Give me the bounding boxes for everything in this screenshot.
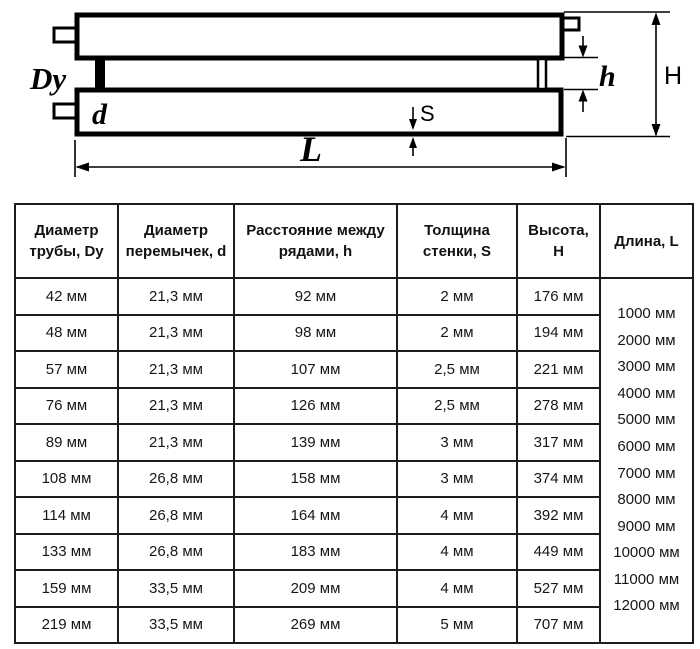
table-cell: 164 мм (234, 497, 397, 534)
table-cell: 183 мм (234, 534, 397, 571)
right-jumper (538, 59, 546, 89)
arrowhead-h-bottom (579, 90, 588, 102)
length-value: 5000 мм (617, 411, 676, 429)
header-row-spacing: Расстояние между рядами, h (234, 204, 397, 278)
table-cell: 33,5 мм (118, 607, 234, 644)
table-row (15, 424, 693, 461)
length-values-cell (600, 278, 693, 643)
header-jumper-diameter: Диаметр перемычек, d (118, 204, 234, 278)
header-wall-thickness: Толщина стенки, S (397, 204, 517, 278)
table-cell: 219 мм (15, 607, 118, 644)
table-cell: 194 мм (517, 315, 600, 352)
table-cell: 4 мм (397, 534, 517, 571)
table-cell: 221 мм (517, 351, 600, 388)
table-row (15, 278, 693, 315)
spec-table-body (15, 278, 693, 643)
label-row-spacing: h (599, 60, 616, 93)
label-height: H (664, 62, 683, 90)
length-value: 10000 мм (613, 544, 680, 562)
table-row (15, 607, 693, 644)
pipe-register-drawing (0, 0, 700, 200)
spec-table (14, 203, 694, 644)
table-cell: 98 мм (234, 315, 397, 352)
table-row (15, 570, 693, 607)
table-cell: 89 мм (15, 424, 118, 461)
length-value: 7000 мм (617, 464, 676, 482)
table-cell: 5 мм (397, 607, 517, 644)
table-cell: 269 мм (234, 607, 397, 644)
header-height: Высота, H (517, 204, 600, 278)
label-jumper-diameter: d (92, 98, 107, 131)
length-value: 1000 мм (617, 304, 676, 322)
table-cell: 42 мм (15, 278, 118, 315)
table-cell: 4 мм (397, 570, 517, 607)
length-value: 3000 мм (617, 358, 676, 376)
arrowhead-L-right (552, 163, 566, 172)
length-value: 4000 мм (617, 384, 676, 402)
table-cell: 92 мм (234, 278, 397, 315)
table-cell: 374 мм (517, 461, 600, 498)
table-cell: 317 мм (517, 424, 600, 461)
length-value: 8000 мм (617, 491, 676, 509)
table-cell: 26,8 мм (118, 461, 234, 498)
table-cell: 21,3 мм (118, 388, 234, 425)
table-cell: 48 мм (15, 315, 118, 352)
table-cell: 26,8 мм (118, 497, 234, 534)
table-cell: 21,3 мм (118, 315, 234, 352)
table-cell: 21,3 мм (118, 278, 234, 315)
table-row (15, 461, 693, 498)
header-length: Длина, L (600, 204, 693, 278)
length-value: 11000 мм (613, 570, 680, 588)
table-cell: 114 мм (15, 497, 118, 534)
table-cell: 3 мм (397, 461, 517, 498)
arrowhead-h-top (579, 46, 588, 58)
table-cell: 33,5 мм (118, 570, 234, 607)
table-cell: 3 мм (397, 424, 517, 461)
table-cell: 2,5 мм (397, 351, 517, 388)
table-row (15, 351, 693, 388)
table-cell: 76 мм (15, 388, 118, 425)
pipe-register-diagram (0, 0, 700, 200)
arrowhead-H-top (652, 13, 661, 26)
table-cell: 176 мм (517, 278, 600, 315)
label-wall-thickness: S (420, 101, 435, 126)
label-pipe-diameter: Dy (30, 61, 67, 96)
table-row (15, 388, 693, 425)
table-cell: 4 мм (397, 497, 517, 534)
table-cell: 449 мм (517, 534, 600, 571)
table-cell: 159 мм (15, 570, 118, 607)
table-cell: 707 мм (517, 607, 600, 644)
table-cell: 108 мм (15, 461, 118, 498)
table-cell: 2 мм (397, 315, 517, 352)
bottom-pipe (77, 90, 561, 134)
left-jumper (95, 57, 105, 92)
length-value: 2000 мм (617, 331, 676, 349)
table-cell: 278 мм (517, 388, 600, 425)
table-cell: 107 мм (234, 351, 397, 388)
length-value: 12000 мм (613, 597, 680, 615)
length-value: 9000 мм (617, 517, 676, 535)
length-value: 6000 мм (617, 437, 676, 455)
arrowhead-L-left (76, 163, 90, 172)
arrowhead-H-bottom (652, 124, 661, 137)
table-cell: 139 мм (234, 424, 397, 461)
table-cell: 57 мм (15, 351, 118, 388)
header-row (15, 204, 693, 278)
table-row (15, 315, 693, 352)
table-cell: 21,3 мм (118, 351, 234, 388)
table-row (15, 534, 693, 571)
table-cell: 392 мм (517, 497, 600, 534)
table-cell: 21,3 мм (118, 424, 234, 461)
table-cell: 209 мм (234, 570, 397, 607)
table-cell: 2 мм (397, 278, 517, 315)
table-cell: 158 мм (234, 461, 397, 498)
table-cell: 2,5 мм (397, 388, 517, 425)
label-length: L (300, 129, 322, 169)
table-cell: 527 мм (517, 570, 600, 607)
top-pipe (77, 15, 562, 58)
table-cell: 26,8 мм (118, 534, 234, 571)
table-cell: 126 мм (234, 388, 397, 425)
table-row (15, 497, 693, 534)
table-cell: 133 мм (15, 534, 118, 571)
arrowhead-S-bottom (409, 137, 417, 148)
header-pipe-diameter: Диаметр трубы, Dy (15, 204, 118, 278)
spec-table-header (15, 204, 693, 278)
